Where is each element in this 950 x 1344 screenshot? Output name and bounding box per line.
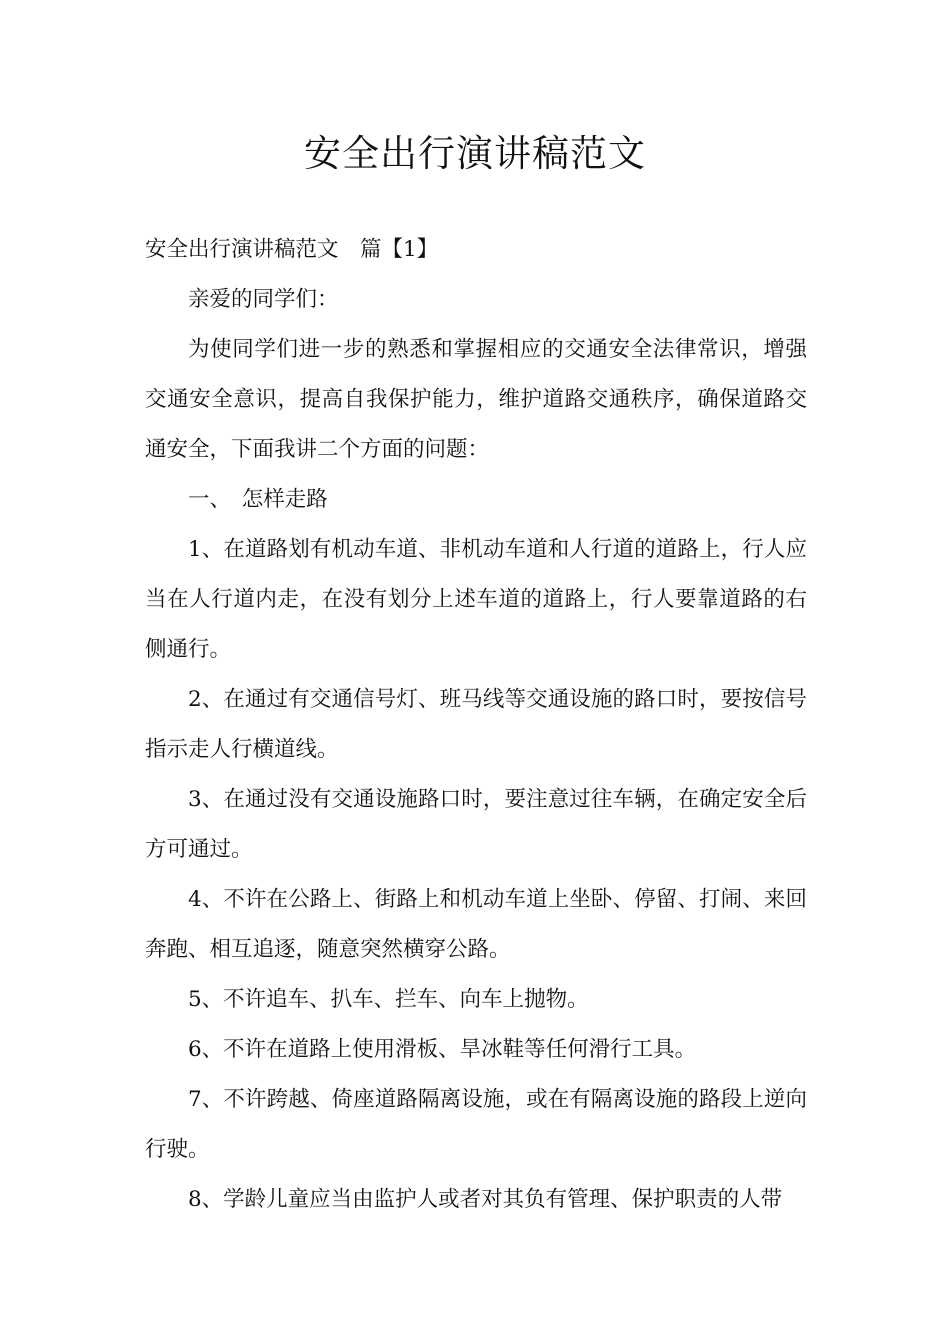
list-item: 5、不许追车、扒车、拦车、向车上抛物。	[188, 987, 589, 1012]
greeting: 亲爱的同学们：	[188, 287, 339, 312]
list-item: 6、不许在道路上使用滑板、旱冰鞋等任何滑行工具。	[188, 1037, 697, 1062]
page-title: 安全出行演讲稿范文	[304, 132, 646, 175]
list-item: 8、学龄儿童应当由监护人或者对其负有管理、保护职责的人带	[188, 1187, 783, 1212]
list-item: 3、在通过没有交通设施路口时，要注意过往车辆，在确定安全后方可通过。	[145, 787, 807, 862]
list-item: 1、在道路划有机动车道、非机动车道和人行道的道路上，行人应当在人行道内走，在没有划分上述车道的道路上，行人要靠道路的右侧通行。	[145, 537, 807, 662]
list-item: 2、在通过有交通信号灯、班马线等交通设施的路口时，要按信号指示走人行横道线。	[145, 687, 807, 762]
section-heading: 一、 怎样走路	[188, 487, 328, 512]
list-item: 4、不许在公路上、街路上和机动车道上坐卧、停留、打闹、来回奔跑、相互追逐，随意突然横穿公路。	[145, 887, 807, 962]
document-body	[145, 225, 807, 1225]
list-item: 7、不许跨越、倚座道路隔离设施，或在有隔离设施的路段上逆向行驶。	[145, 1087, 807, 1162]
section-subtitle: 安全出行演讲稿范文 篇【1】	[145, 237, 439, 262]
intro-paragraph: 为使同学们进一步的熟悉和掌握相应的交通安全法律常识，增强交通安全意识，提高自我保护能力，维护道路交通秩序，确保道路交通安全，下面我讲二个方面的问题：	[145, 337, 807, 462]
